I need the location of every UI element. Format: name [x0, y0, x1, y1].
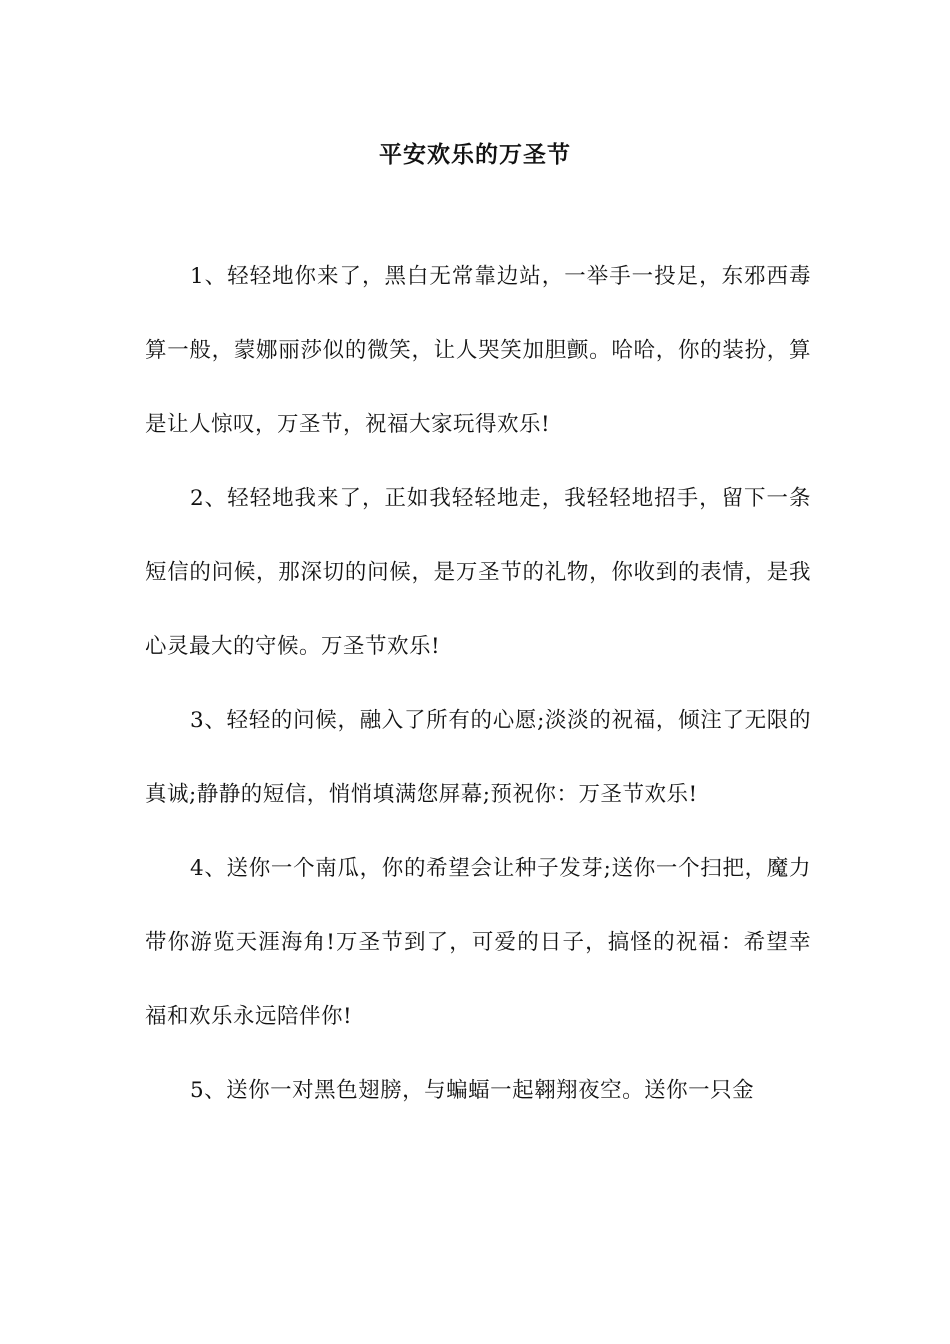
paragraph-4: 4、送你一个南瓜，你的希望会让种子发芽;送你一个扫把，魔力带你游览天涯海角!万圣节到了，可爱的日子，搞怪的祝福：希望幸福和欢乐永远陪伴你!: [145, 856, 811, 1029]
document-body: [145, 240, 811, 1128]
paragraph-3: 3、轻轻的问候，融入了所有的心愿;淡淡的祝福，倾注了无限的真诚;静静的短信，悄悄填满您屏幕;预祝你：万圣节欢乐!: [145, 708, 811, 807]
paragraph-5: 5、送你一对黑色翅膀，与蝙蝠一起翱翔夜空。送你一只金: [190, 1078, 755, 1103]
document-title: 平安欢乐的万圣节: [379, 141, 571, 168]
paragraph-2: 2、轻轻地我来了，正如我轻轻地走，我轻轻地招手，留下一条短信的问候，那深切的问候，是万圣节的礼物，你收到的表情，是我心灵最大的守候。万圣节欢乐!: [145, 486, 811, 659]
paragraph-1: 1、轻轻地你来了，黑白无常靠边站，一举手一投足，东邪西毒算一般，蒙娜丽莎似的微笑，让人哭笑加胆颤。哈哈，你的装扮，算是让人惊叹，万圣节，祝福大家玩得欢乐!: [145, 264, 811, 437]
